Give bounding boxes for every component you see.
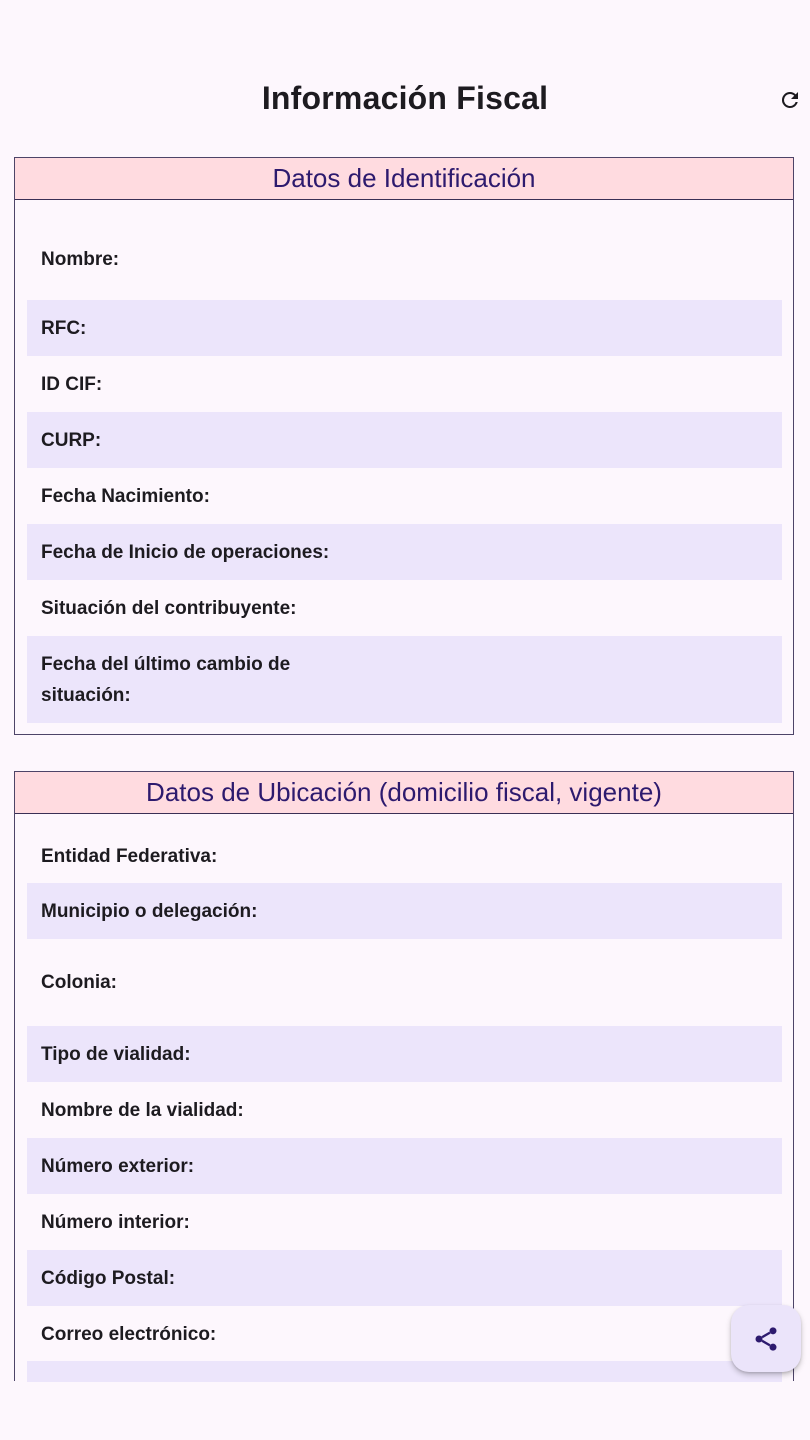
- field-curp: [27, 412, 782, 468]
- field-label: Número exterior:: [41, 1155, 195, 1177]
- field-tipo-vialidad: [27, 1026, 782, 1082]
- field-label: Colonia:: [41, 972, 117, 993]
- field-label: Fecha de Inicio de operaciones:: [41, 541, 330, 563]
- identification-header: Datos de Identificación: [15, 158, 793, 200]
- field-fecha-nacimiento: [27, 468, 782, 524]
- field-nombre-vialidad: [27, 1082, 782, 1138]
- field-fecha-ultimo-cambio: [27, 636, 782, 723]
- location-header: Datos de Ubicación (domicilio fiscal, vigente): [15, 772, 793, 814]
- field-entidad-federativa: [27, 828, 782, 884]
- location-card: [14, 771, 794, 1381]
- field-label: ID CIF:: [41, 373, 103, 395]
- field-label: Municipio o delegación:: [41, 900, 258, 922]
- refresh-button[interactable]: [768, 84, 810, 116]
- field-id-cif: [27, 356, 782, 412]
- field-label: Nombre de la vialidad:: [41, 1099, 244, 1121]
- field-municipio: [27, 883, 782, 939]
- identification-card: [14, 157, 794, 735]
- field-label-line1: Fecha del último cambio de: [41, 653, 291, 675]
- share-icon: [752, 1325, 780, 1353]
- share-button[interactable]: [731, 1305, 801, 1372]
- refresh-icon: [778, 88, 802, 112]
- field-rfc: [27, 300, 782, 356]
- field-label: Entidad Federativa:: [41, 845, 218, 867]
- field-label: Fecha Nacimiento:: [41, 485, 210, 507]
- field-label: Código Postal:: [41, 1267, 176, 1289]
- field-label: Nombre:: [41, 249, 120, 270]
- app-bar: [0, 60, 810, 140]
- field-next-partial: [27, 1361, 782, 1382]
- field-label: Correo electrónico:: [41, 1323, 217, 1345]
- field-correo-electronico: [27, 1306, 782, 1362]
- field-codigo-postal: [27, 1250, 782, 1306]
- field-label: Número interior:: [41, 1211, 190, 1233]
- field-label: RFC:: [41, 317, 87, 339]
- field-label: Tipo de vialidad:: [41, 1043, 191, 1065]
- field-label: CURP:: [41, 429, 102, 451]
- field-situacion-contribuyente: [27, 580, 782, 636]
- field-numero-exterior: [27, 1138, 782, 1194]
- field-label: [41, 649, 290, 711]
- field-label: Situación del contribuyente:: [41, 597, 297, 619]
- field-label-line2: situación:: [41, 684, 131, 706]
- field-colonia: [27, 939, 782, 1026]
- page-title: Información Fiscal: [261, 80, 549, 116]
- field-nombre: [27, 246, 782, 273]
- field-fecha-inicio-operaciones: [27, 524, 782, 580]
- field-numero-interior: [27, 1194, 782, 1250]
